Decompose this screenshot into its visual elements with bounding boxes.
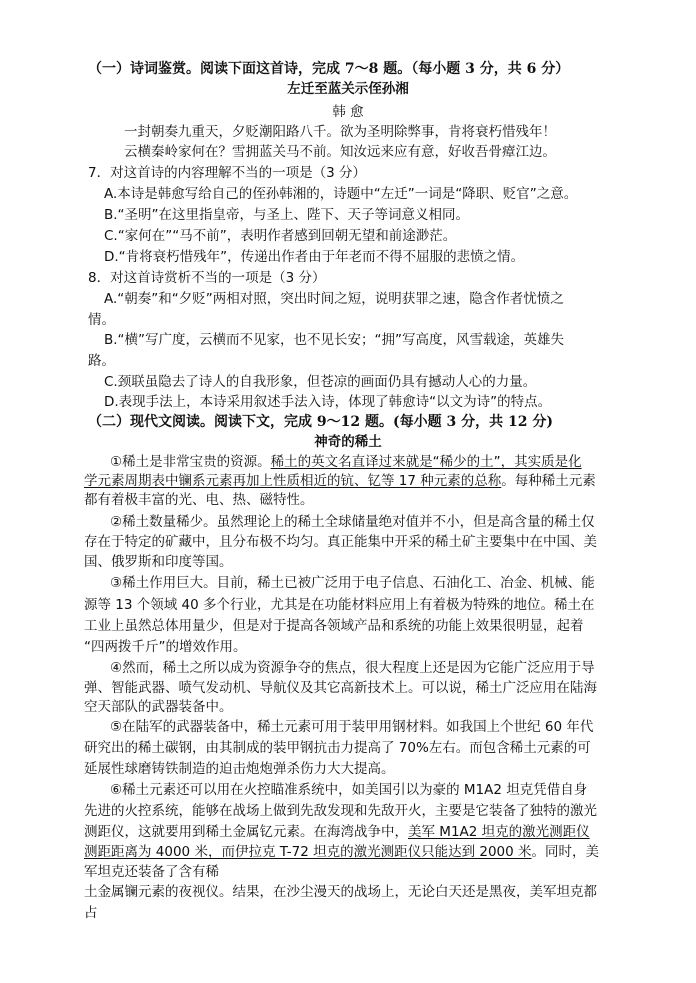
paragraph-4-line-1: ④然而，稀土之所以成为资源争夺的焦点，很大程度上还是因为它能广泛应用于导 <box>110 660 595 676</box>
paragraph-5-line-2: 研究出的稀土碳钢，由其制成的装甲钢抗击力提高了 70%左右。而包含稀土元素的可 <box>84 740 591 756</box>
p1-underlined-cont: 学元素周期表中镧系元素再加上性质相近的钪、钇等 17 种元素的总称 <box>84 473 502 489</box>
p6-underlined-cont: 测距距离为 4000 米，而伊拉克 T-72 坦克的激光测距仪只能达到 2000 米 <box>84 844 532 860</box>
p6-text: 测距仪，这就要用到稀土金属钇元素。在海湾战争中， <box>84 824 408 840</box>
paragraph-6-line-1: ⑥稀土元素还可以用在火控瞄准系统中，如美国引以为豪的 M1A2 坦克凭借自身 <box>110 782 588 798</box>
paragraph-1-line-3: 都有着极丰富的光、电、热、磁特性。 <box>84 492 314 508</box>
q8-option-d: D.表现手法上，本诗采用叙述手法入诗，体现了韩愈诗“以文为诗”的特点。 <box>104 394 552 410</box>
p1-text: ①稀土是非常宝贵的资源。 <box>110 454 271 470</box>
paragraph-4-line-3: 空天部队的武器装备中。 <box>84 699 233 715</box>
q8-option-b-cont: 路。 <box>88 353 115 369</box>
q8-stem: 8．对这首诗赏析不当的一项是（3 分） <box>88 270 326 286</box>
p1-underlined: 稀土的英文名直译过来就是“稀少的土”，其实质是化 <box>270 454 582 470</box>
q8-option-c: C.颈联虽隐去了诗人的自我形象，但苍凉的画面仍具有撼动人心的力量。 <box>104 374 537 390</box>
q7-option-a: A.本诗是韩愈写给自己的侄孙韩湘的，诗题中“左迁”一词是“降职、贬官”之意。 <box>104 186 578 202</box>
q8-option-b: B.“横”写广度，云横而不见家，也不见长安；“拥”写高度，风雪载途，英雄失 <box>104 332 565 348</box>
paragraph-2-line-3: 国、俄罗斯和印度等国。 <box>84 554 233 570</box>
p6-text-cont: 。同时，美 <box>531 844 600 860</box>
p6-underlined: 美军 M1A2 坦克的激光测距仪 <box>408 824 590 840</box>
q8-option-a: A.“朝奏”和“夕贬”两相对照，突出时间之短，说明获罪之速，隐含作者忧愤之 <box>104 291 564 307</box>
paragraph-2-line-2: 存在于特定的矿藏中，且分布极不均匀。真正能集中开采的稀土矿主要集中在中国、美 <box>84 534 597 550</box>
q7-option-c: C.“家何在”“马不前”，表明作者感到回朝无望和前途渺茫。 <box>104 228 457 244</box>
paragraph-1-line-2 <box>84 472 596 490</box>
paragraph-3-line-2: 源等 13 个领域 40 多个行业，尤其是在功能材料应用上有着极为特殊的地位。稀土在 <box>84 597 595 613</box>
q8-option-a-cont: 情。 <box>88 312 115 328</box>
poem-line-1: 一封朝奏九重天，夕贬潮阳路八千。欲为圣明除弊事，肯将衰朽惜残年！ <box>124 124 556 140</box>
paragraph-6-line-4 <box>84 843 599 861</box>
paragraph-5-line-3: 延展性球磨铸铁制造的迫击炮炮弹杀伤力大大提高。 <box>84 761 395 777</box>
paragraph-2-line-1: ②稀土数量稀少。虽然理论上的稀土全球储量绝对值并不小，但是高含量的稀土仅 <box>110 514 595 530</box>
paragraph-4-line-2: 弹、智能武器、喷气发动机、导航仪及其它高新技术上。可以说，稀土广泛应用在陆海 <box>84 680 597 696</box>
section2-header: （二）现代文阅读。阅读下文，完成 9～12 题。(每小题 3 分，共 12 分) <box>88 414 553 430</box>
paragraph-6-line-7: 占 <box>84 905 98 921</box>
q7-option-b: B.“圣明”在这里指皇帝，与圣上、陛下、天子等词意义相同。 <box>104 207 470 223</box>
paragraph-3-line-3: 工业上虽然总体用量少，但是对于提高各领域产品和系统的功能上效果很明显，起着 <box>84 618 584 634</box>
article-title: 神奇的稀土 <box>314 434 382 450</box>
poem-line-2: 云横秦岭家何在？雪拥蓝关马不前。知汝远来应有意，好收吾骨瘴江边。 <box>124 144 556 160</box>
paragraph-6-line-2: 先进的火控系统，能够在战场上做到先敌发现和先敌开火，主要是它装备了独特的激光 <box>84 803 597 819</box>
paragraph-3-line-4: “四两拨千斤”的增效作用。 <box>84 639 247 655</box>
paragraph-5-line-1: ⑤在陆军的武器装备中，稀土元素可用于装甲用钢材料。如我国上个世纪 60 年代 <box>110 719 594 735</box>
poem-author: 韩 愈 <box>332 104 364 120</box>
p1-text-cont: 。每种稀土元素 <box>501 473 596 489</box>
paragraph-6-line-3 <box>84 823 590 841</box>
q7-stem: 7．对这首诗的内容理解不当的一项是（3 分） <box>88 165 366 181</box>
poem-title: 左迁至蓝关示侄孙湘 <box>287 81 409 97</box>
paragraph-6-line-6: 土金属镧元素的夜视仪。结果，在沙尘漫天的战场上，无论白天还是黑夜，美军坦克都 <box>84 884 597 900</box>
paragraph-1-line-1 <box>110 453 582 471</box>
paragraph-3-line-1: ③稀土作用巨大。目前，稀土已被广泛用于电子信息、石油化工、冶金、机械、能 <box>110 575 595 591</box>
paragraph-6-line-5: 军坦克还装备了含有稀 <box>84 864 219 880</box>
q7-option-d: D.“肯将衰朽惜残年”，传递出作者由于年老而不得不屈服的悲愤之情。 <box>104 249 525 265</box>
section1-header: （一）诗词鉴赏。阅读下面这首诗，完成 7～8 题。（每小题 3 分，共 6 分） <box>88 61 570 77</box>
